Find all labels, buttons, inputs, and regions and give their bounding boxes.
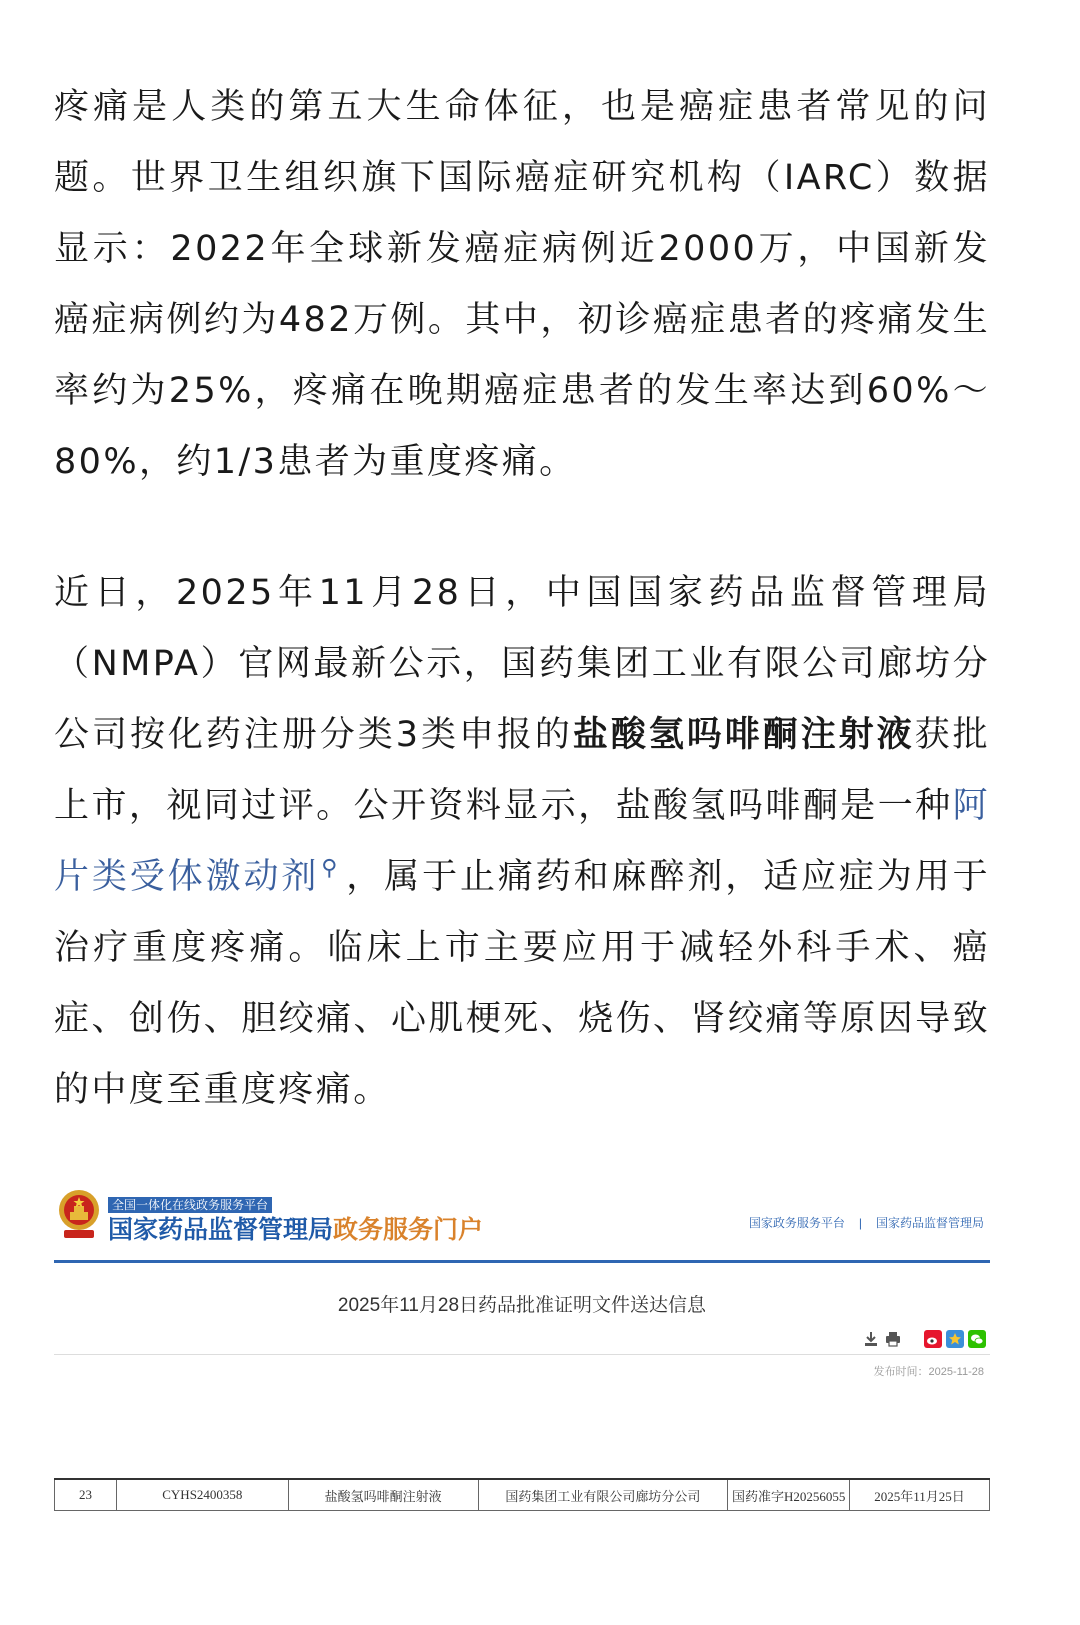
download-icon[interactable]: [862, 1330, 880, 1348]
table-cell-drug-name: 盐酸氢吗啡酮注射液: [288, 1479, 478, 1511]
paragraph-text: 近日，2025年11月28日，中国国家药品监督管理局（NMPA）官网最新公示，国药集团工业有限公司廊坊分公司按化药注册分类3类申报的: [54, 573, 990, 755]
article-body: [54, 72, 990, 1126]
portal-title-sub: 政务服务门户: [333, 1216, 484, 1244]
table-cell-approval-no: 国药准字H20256055: [728, 1479, 850, 1511]
table-cell-application-no: CYHS2400358: [116, 1479, 288, 1511]
link-nmpa[interactable]: 国家药品监督管理局: [875, 1216, 984, 1230]
table-cell-company: 国药集团工业有限公司廊坊分公司: [478, 1479, 728, 1511]
approval-table: [54, 1478, 990, 1511]
nmpa-portal-screenshot: [54, 1180, 990, 1625]
wechat-icon[interactable]: [968, 1330, 986, 1348]
platform-tag: 全国一体化在线政务服务平台: [108, 1197, 272, 1213]
paragraph-pain-statistics: 疼痛是人类的第五大生命体征，也是癌症患者常见的问题。世界卫生组织旗下国际癌症研究机构（IARC）数据显示：2022年全球新发癌症病例近2000万，中国新发癌症病例约为482万例。其中，初诊癌症患者的疼痛发生率约为25%，疼痛在晚期癌症患者的发生率达到60%～80%，约1/3患者为重度疼痛。: [54, 87, 990, 482]
portal-title-main: 国家药品监督管理局: [108, 1216, 334, 1244]
national-emblem-icon: [56, 1188, 102, 1240]
notice-title: 2025年11月28日药品批准证明文件送达信息: [337, 1295, 707, 1316]
paragraph-approval-news: [54, 558, 990, 1126]
tool-icons: [862, 1330, 986, 1348]
search-icon[interactable]: ⚲: [321, 856, 340, 882]
table-row: [55, 1479, 990, 1511]
portal-title: [108, 1214, 483, 1246]
drug-name-bold: 盐酸氢吗啡酮注射液: [572, 715, 915, 755]
divider: [54, 1354, 990, 1355]
portal-header: [54, 1180, 990, 1263]
print-icon[interactable]: [884, 1330, 902, 1348]
paragraph-text: 获批上市，视同过评。公开资料显示，盐酸氢吗啡酮是一种: [54, 715, 990, 826]
weibo-icon[interactable]: [924, 1330, 942, 1348]
link-separator: |: [858, 1216, 862, 1230]
table-cell-date: 2025年11月25日: [850, 1479, 990, 1511]
qzone-icon[interactable]: [946, 1330, 964, 1348]
publish-time: 发布时间：2025-11-28: [873, 1366, 984, 1378]
top-links: [749, 1214, 984, 1231]
link-national-platform[interactable]: 国家政务服务平台: [748, 1216, 845, 1230]
paragraph-text: ，属于止痛药和麻醉剂，适应症为用于治疗重度疼痛。临床上市主要应用于减轻外科手术、癌症、创伤、胆绞痛、心肌梗死、烧伤、肾绞痛等原因导致的中度至重度疼痛。: [54, 857, 990, 1110]
table-cell-index: 23: [55, 1479, 117, 1511]
opioid-agonist-link[interactable]: 阿片类受体激动剂: [54, 786, 990, 897]
